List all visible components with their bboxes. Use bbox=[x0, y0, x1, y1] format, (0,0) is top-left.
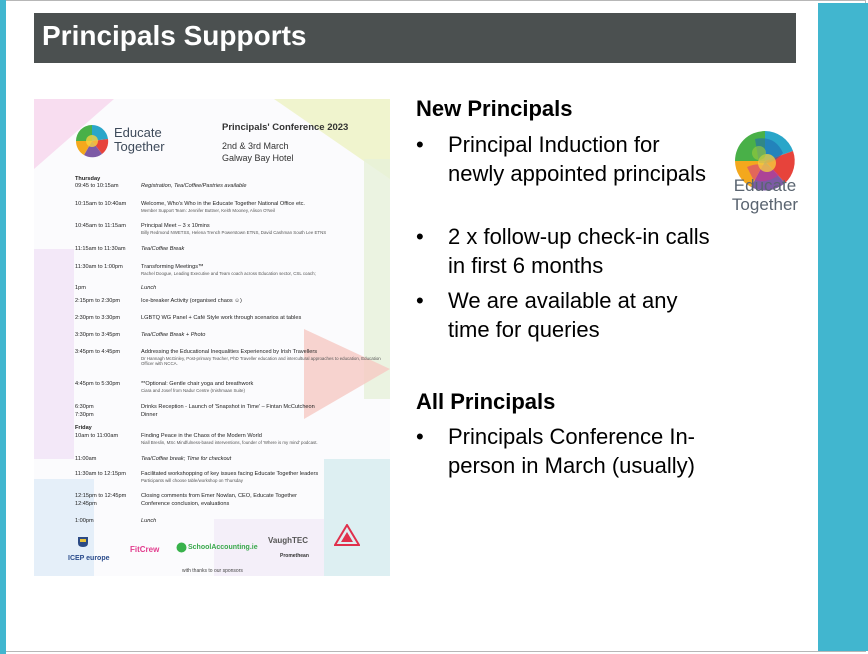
poster-header bbox=[222, 122, 348, 164]
poster-logo-line2: Together bbox=[114, 139, 165, 154]
schedule-event: Facilitated workshopping of key issues facing Educate Together leaders bbox=[141, 471, 319, 477]
schedule-time: 11:00am bbox=[75, 456, 97, 462]
sponsor-triangle-logo-icon bbox=[334, 524, 360, 546]
sa-circle-icon bbox=[176, 542, 187, 553]
all-principals-heading: All Principals bbox=[416, 389, 556, 414]
bullet-text: Principal Induction for newly appointed principals bbox=[448, 132, 707, 186]
bullet-dot-icon: • bbox=[416, 288, 424, 313]
schedule-time: 11:30am to 1:00pm bbox=[75, 264, 123, 270]
title-bar bbox=[34, 13, 796, 63]
schedule-event: Registration, Tea/Coffee/Pastries available bbox=[141, 183, 247, 189]
schedule-time: 10:15am to 10:40am bbox=[75, 201, 127, 207]
schedule-event: Conference conclusion, evaluations bbox=[141, 501, 230, 507]
schedule-time: 12:45pm bbox=[75, 501, 97, 507]
schedule-time: 6:30pm bbox=[75, 404, 94, 410]
schedule-event: Ice-breaker Activity (organised chaos ☺) bbox=[141, 298, 242, 304]
bullet-dot-icon: • bbox=[416, 132, 424, 157]
schedule-event: **Optional: Gentle chair yoga and breathwork bbox=[141, 381, 254, 387]
logo-line2: Together bbox=[731, 195, 799, 214]
schedule-event-block bbox=[141, 433, 385, 445]
schedule-sub: Dr Hannagh McGinley, Post-primary Teacher, PhD Traveller education and intercultural approaches to education, Education Officer with NCCA. bbox=[141, 356, 381, 367]
sponsor-fitcrew: FitCrew bbox=[130, 545, 160, 554]
schedule-sub: Rachel Doogue, Leading Executive and Team coach across Education sector, CSL coach; bbox=[141, 271, 316, 276]
schedule-event: Lunch bbox=[141, 285, 157, 291]
schedule-time: 11:15am to 11:30am bbox=[75, 246, 126, 252]
poster-logo-text bbox=[114, 126, 165, 154]
schedule-event: Addressing the Educational Inequalities Experienced by Irish Travellers bbox=[141, 349, 317, 355]
right-accent-band bbox=[818, 3, 868, 651]
schedule-time: 09:45 to 10:15am bbox=[75, 183, 119, 189]
schedule-event-block bbox=[141, 223, 385, 235]
bullet-text: 2 x follow-up check-in calls in first 6 months bbox=[448, 224, 710, 278]
bullet-text: We are available at any time for queries bbox=[448, 288, 678, 342]
schedule-event-block bbox=[141, 264, 385, 276]
schedule-event: LGBTQ WG Panel + Café Style work through scenarios at tables bbox=[141, 315, 302, 321]
poster-venue: Galway Bay Hotel bbox=[222, 153, 294, 163]
schedule-event: Tea/Coffee Break + Photo bbox=[141, 332, 206, 338]
poster-dates: 2nd & 3rd March bbox=[222, 141, 289, 151]
educate-together-logo-text bbox=[724, 176, 806, 214]
poster-thanks: with thanks to our sponsors bbox=[182, 568, 243, 574]
schedule-time: 3:45pm to 4:45pm bbox=[75, 349, 121, 355]
schedule-time: 10am to 11:00am bbox=[75, 433, 119, 439]
schedule-event: Lunch bbox=[141, 518, 157, 524]
poster-day-friday: Friday bbox=[75, 425, 92, 431]
sponsor-vaughtec: VaughTEC bbox=[268, 536, 309, 545]
schedule-event-block bbox=[141, 381, 385, 393]
schedule-sub: Niall Breslin, MSc Mindfulness-based interventions, founder of 'Where is my mind' podcast. bbox=[141, 440, 318, 445]
schedule-event: Tea/Coffee break; Time for checkout bbox=[141, 456, 232, 462]
schedule-time: 7:30pm bbox=[75, 412, 94, 418]
poster-conference-title: Principals' Conference 2023 bbox=[222, 122, 349, 133]
schedule-time: 1pm bbox=[75, 285, 86, 291]
schedule-event: Closing comments from Emer Nowlan, CEO, Educate Together bbox=[141, 493, 297, 499]
poster-logo-line1: Educate bbox=[114, 125, 162, 140]
schedule-time: 10:45am to 11:15am bbox=[75, 223, 126, 229]
schedule-time: 2:30pm to 3:30pm bbox=[75, 315, 121, 321]
schedule-event: Tea/Coffee Break bbox=[141, 246, 185, 252]
schedule-time: 2:15pm to 2:30pm bbox=[75, 298, 121, 304]
bullet-text: Principals Conference In-person in March (usually) bbox=[448, 424, 696, 478]
bullet-dot-icon: • bbox=[416, 224, 424, 249]
slide-title: Principals Supports bbox=[42, 20, 307, 51]
logo-line1: Educate bbox=[733, 176, 797, 195]
schedule-event-block bbox=[141, 349, 385, 367]
conference-poster-image bbox=[34, 99, 390, 576]
bullet-dot-icon: • bbox=[416, 424, 424, 449]
sponsor-schoolaccounting: SchoolAccounting.ie bbox=[188, 544, 258, 551]
schedule-event: Dinner bbox=[141, 412, 158, 418]
schedule-event: Finding Peace in the Chaos of the Modern World bbox=[141, 433, 262, 439]
schedule-event-block bbox=[141, 471, 385, 483]
new-principals-heading: New Principals bbox=[416, 96, 573, 121]
poster-educate-together-logo-icon bbox=[74, 123, 110, 159]
schedule-event-block bbox=[141, 201, 385, 213]
sponsor-promethean: Promethean bbox=[280, 553, 309, 559]
schedule-event: Transforming Meetings™ bbox=[141, 264, 204, 270]
schedule-event: Drinks Reception - Launch of 'Snapshot in Time' – Fintan McCutcheon bbox=[141, 404, 315, 410]
schedule-sub: Participants will choose table/workshop on Thursday bbox=[141, 478, 243, 483]
sponsor-icep: ICEP europe bbox=[68, 555, 110, 562]
schedule-time: 4:45pm to 5:30pm bbox=[75, 381, 121, 387]
schedule-sub: Billy Redmond NWETSS, Helena Trench Powerstown ETNS, David Cashman South Lee ETNS bbox=[141, 230, 327, 235]
schedule-time: 1:00pm bbox=[75, 518, 94, 524]
poster-day-thursday: Thursday bbox=[75, 176, 101, 182]
schedule-time: 11:30am to 12:15pm bbox=[75, 471, 126, 477]
schedule-sub: Member Support Team: Jennifer Buttner, Keith Mooney, Alison O'Neil bbox=[141, 208, 275, 213]
schedule-time: 3:30pm to 3:45pm bbox=[75, 332, 121, 338]
schedule-sub: Ciara and Josef from Nadur Centre (Inishmaan Suite) bbox=[141, 388, 245, 393]
schedule-time: 12:15pm to 12:45pm bbox=[75, 493, 127, 499]
schedule-event: Principal Meet – 3 x 10mins bbox=[141, 223, 210, 229]
left-accent-stripe bbox=[0, 0, 6, 654]
college-crest-icon bbox=[77, 536, 89, 548]
schedule-event: Welcome, Who's Who in the Educate Together National Office etc. bbox=[141, 201, 305, 207]
